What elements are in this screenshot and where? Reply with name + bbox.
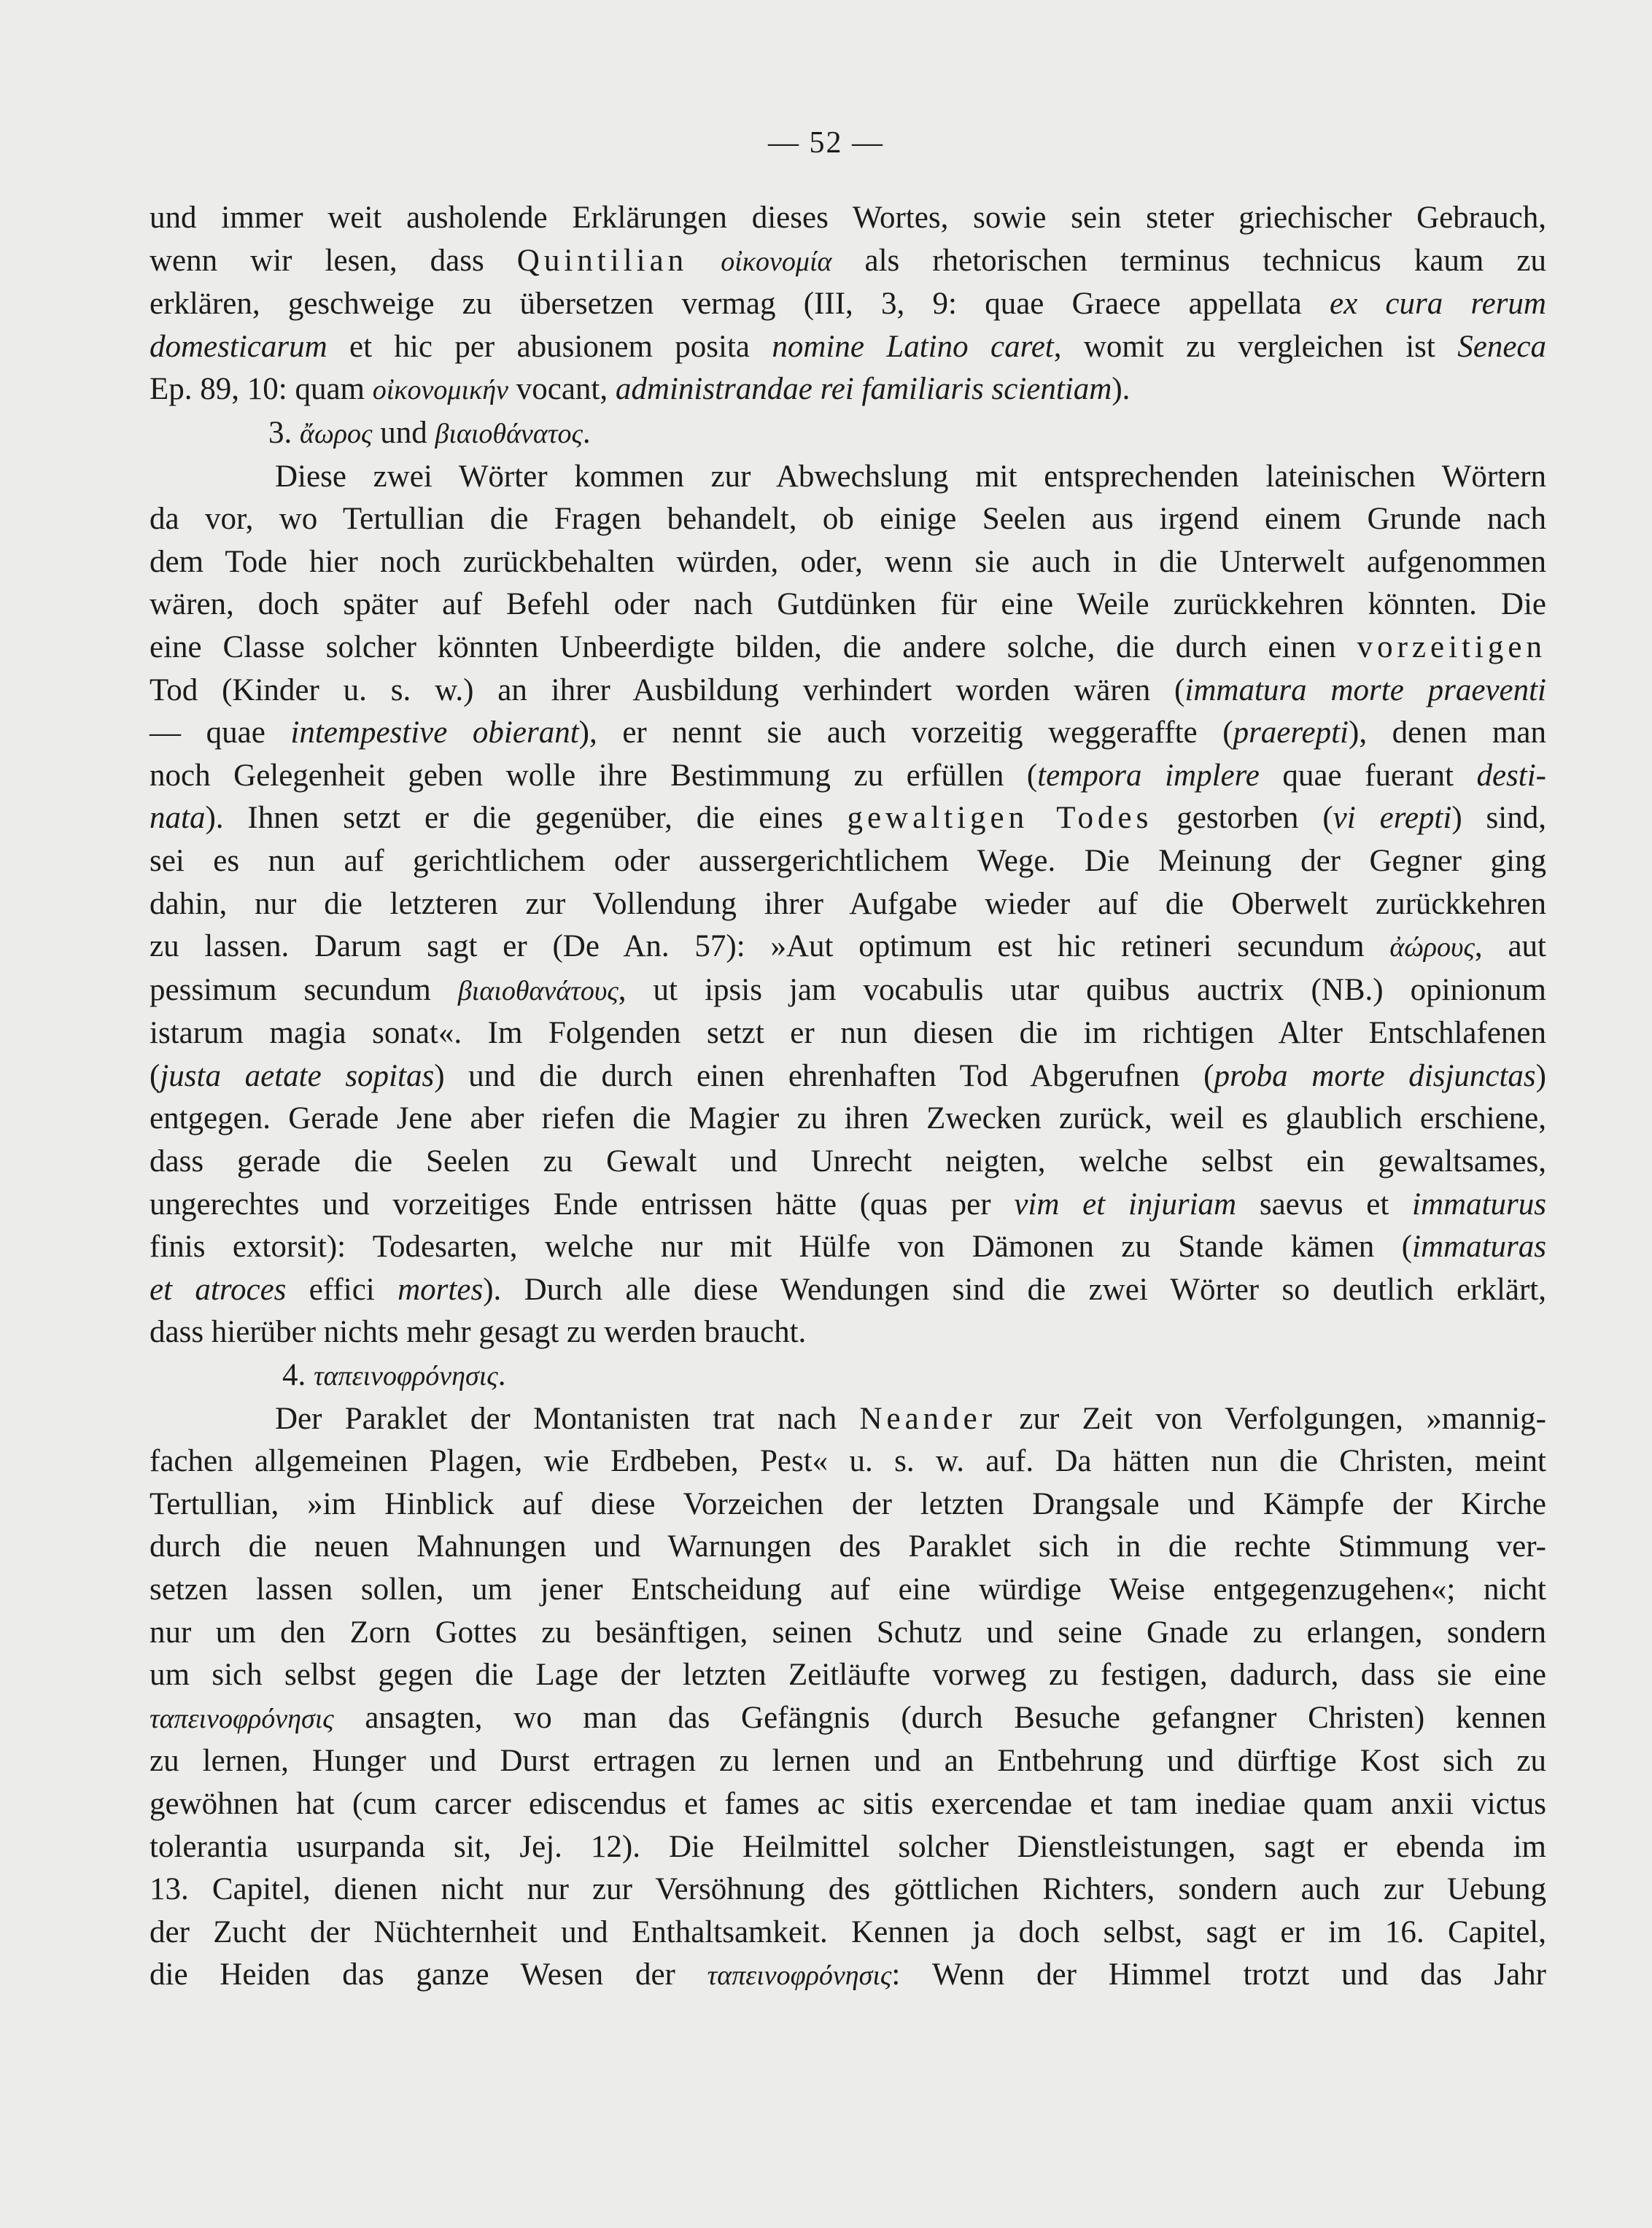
text-line: entgegen. Gerade Jene aber riefen die Magier zu ihren Zwecken zurück, weil es glaublich erschiene, <box>150 1101 1546 1136</box>
text-line: wären, doch später auf Befehl oder nach Gutdünken für eine Weile zurückkehren könnten. Die <box>150 587 1546 622</box>
section-heading-4: 4. ταπεινοφρόνησις. <box>282 1358 506 1393</box>
text-line: gewöhnen hat (cum carcer ediscendus et fames ac sitis exercendae et tam inediae quam anxii victus <box>150 1786 1546 1821</box>
text-line: nata). Ihnen setzt er die gegenüber, die eines gewaltigen Todes gestorben (vi erepti) sind, <box>150 801 1546 836</box>
text-line: noch Gelegenheit geben wolle ihre Bestimmung zu erfüllen (tempora implere quae fuerant desti- <box>150 758 1546 793</box>
text-line: 13. Capitel, dienen nicht nur zur Versöhnung des göttlichen Richters, sondern auch zur Uebung <box>150 1872 1546 1907</box>
text-line: fachen allgemeinen Plagen, wie Erdbeben, Pest« u. s. w. auf. Da hätten nun die Christen, meint <box>150 1444 1546 1479</box>
page-number: — 52 — <box>768 126 884 160</box>
text-line: die Heiden das ganze Wesen der ταπεινοφρόνησις: Wenn der Himmel trotzt und das Jahr <box>150 1957 1546 1992</box>
text-line: um sich selbst gegen die Lage der letzten Zeitläufte vorweg zu festigen, dadurch, dass sie eine <box>150 1658 1546 1693</box>
text-line: ταπεινοφρόνησις ansagten, wo man das Gefängnis (durch Besuche gefangner Christen) kennen <box>150 1700 1546 1735</box>
text-line: tolerantia usurpanda sit, Jej. 12). Die Heilmittel solcher Dienstleistungen, sagt er ebenda im <box>150 1829 1546 1864</box>
text-line: da vor, wo Tertullian die Fragen behandelt, ob einige Seelen aus irgend einem Grunde nach <box>150 502 1546 537</box>
text-line: et atroces effici mortes). Durch alle diese Wendungen sind die zwei Wörter so deutlich erklärt, <box>150 1272 1546 1307</box>
text-line: nur um den Zorn Gottes zu besänftigen, seinen Schutz und seine Gnade zu erlangen, sondern <box>150 1615 1546 1650</box>
text-line: — quae intempestive obierant), er nennt sie auch vorzeitig weggeraffte (praerepti), denen man <box>150 715 1546 750</box>
text-line: eine Classe solcher könnten Unbeerdigte bilden, die andere solche, die durch einen vorzeitigen <box>150 629 1546 664</box>
text-line: (justa aetate sopitas) und die durch einen ehrenhaften Tod Abgerufnen (proba morte disjunctas) <box>150 1058 1546 1093</box>
text-line: finis extorsit): Todesarten, welche nur mit Hülfe von Dämonen zu Stande kämen (immaturas <box>150 1230 1546 1265</box>
text-line: und immer weit ausholende Erklärungen dieses Wortes, sowie sein steter griechischer Gebrauch, <box>150 201 1546 235</box>
text-line: dem Tode hier noch zurückbehalten würden, oder, wenn sie auch in die Unterwelt aufgenommen <box>150 544 1546 579</box>
text-line: istarum magia sonat«. Im Folgenden setzt er nun diesen die im richtigen Alter Entschlafenen <box>150 1016 1546 1051</box>
text-line: ungerechtes und vorzeitiges Ende entrissen hätte (quas per vim et injuriam saevus et immaturus <box>150 1187 1547 1222</box>
section-heading-3: 3. ἄωρος und βιαιοθάνατος. <box>268 415 591 450</box>
text-line: dahin, nur die letzteren zur Vollendung ihrer Aufgabe wieder auf die Oberwelt zurückkehren <box>150 886 1546 921</box>
text-line: erklären, geschweige zu übersetzen vermag (III, 3, 9: quae Graece appellata ex cura rerum <box>150 287 1546 322</box>
text-line: sei es nun auf gerichtlichem oder aussergerichtlichem Wege. Die Meinung der Gegner ging <box>150 843 1546 878</box>
text-line: dass gerade die Seelen zu Gewalt und Unrecht neigten, welche selbst ein gewaltsames, <box>150 1144 1546 1179</box>
text-line: der Zucht der Nüchternheit und Enthaltsamkeit. Kennen ja doch selbst, sagt er im 16. Capitel, <box>150 1914 1546 1949</box>
text-line: zu lassen. Darum sagt er (De An. 57): »Aut optimum est hic retineri secundum ἀώρους, aut <box>150 929 1546 964</box>
spaced-name-quintilian: Quintilian <box>516 243 689 278</box>
text-line: Tod (Kinder u. s. w.) an ihrer Ausbildung verhindert worden wären (immatura morte praeventi <box>150 672 1547 707</box>
text-line: domesticarum et hic per abusionem posita nomine Latino caret, womit zu vergleichen ist Seneca <box>150 329 1546 364</box>
text-line: durch die neuen Mahnungen und Warnungen des Paraklet sich in die rechte Stimmung ver- <box>150 1529 1546 1564</box>
text-line: setzen lassen sollen, um jener Entscheidung auf eine würdige Weise entgegenzugehen«; nicht <box>150 1572 1546 1607</box>
text-line: dass hierüber nichts mehr gesagt zu werden braucht. <box>150 1315 807 1350</box>
text-line: zu lernen, Hunger und Durst ertragen zu lernen und an Entbehrung und dürftige Kost sich zu <box>150 1744 1546 1779</box>
text-line: Ep. 89, 10: quam οἰκονομικήν vocant, administrandae rei familiaris scientiam). <box>150 372 1131 407</box>
text-line: pessimum secundum βιαιοθανάτους, ut ipsis jam vocabulis utar quibus auctrix (NB.) opinionum <box>150 972 1547 1007</box>
text-line: wenn wir lesen, dass Quintilian οἰκονομία als rhetorischen terminus technicus kaum zu <box>150 243 1546 278</box>
text-line: Diese zwei Wörter kommen zur Abwechslung mit entsprechenden lateinischen Wörtern <box>275 459 1546 494</box>
text-line: Tertullian, »im Hinblick auf diese Vorzeichen der letzten Drangsale und Kämpfe der Kirche <box>150 1486 1546 1521</box>
text-line: Der Paraklet der Montanisten trat nach Neander zur Zeit von Verfolgungen, »mannig- <box>275 1401 1546 1436</box>
body-text <box>150 197 1546 1998</box>
